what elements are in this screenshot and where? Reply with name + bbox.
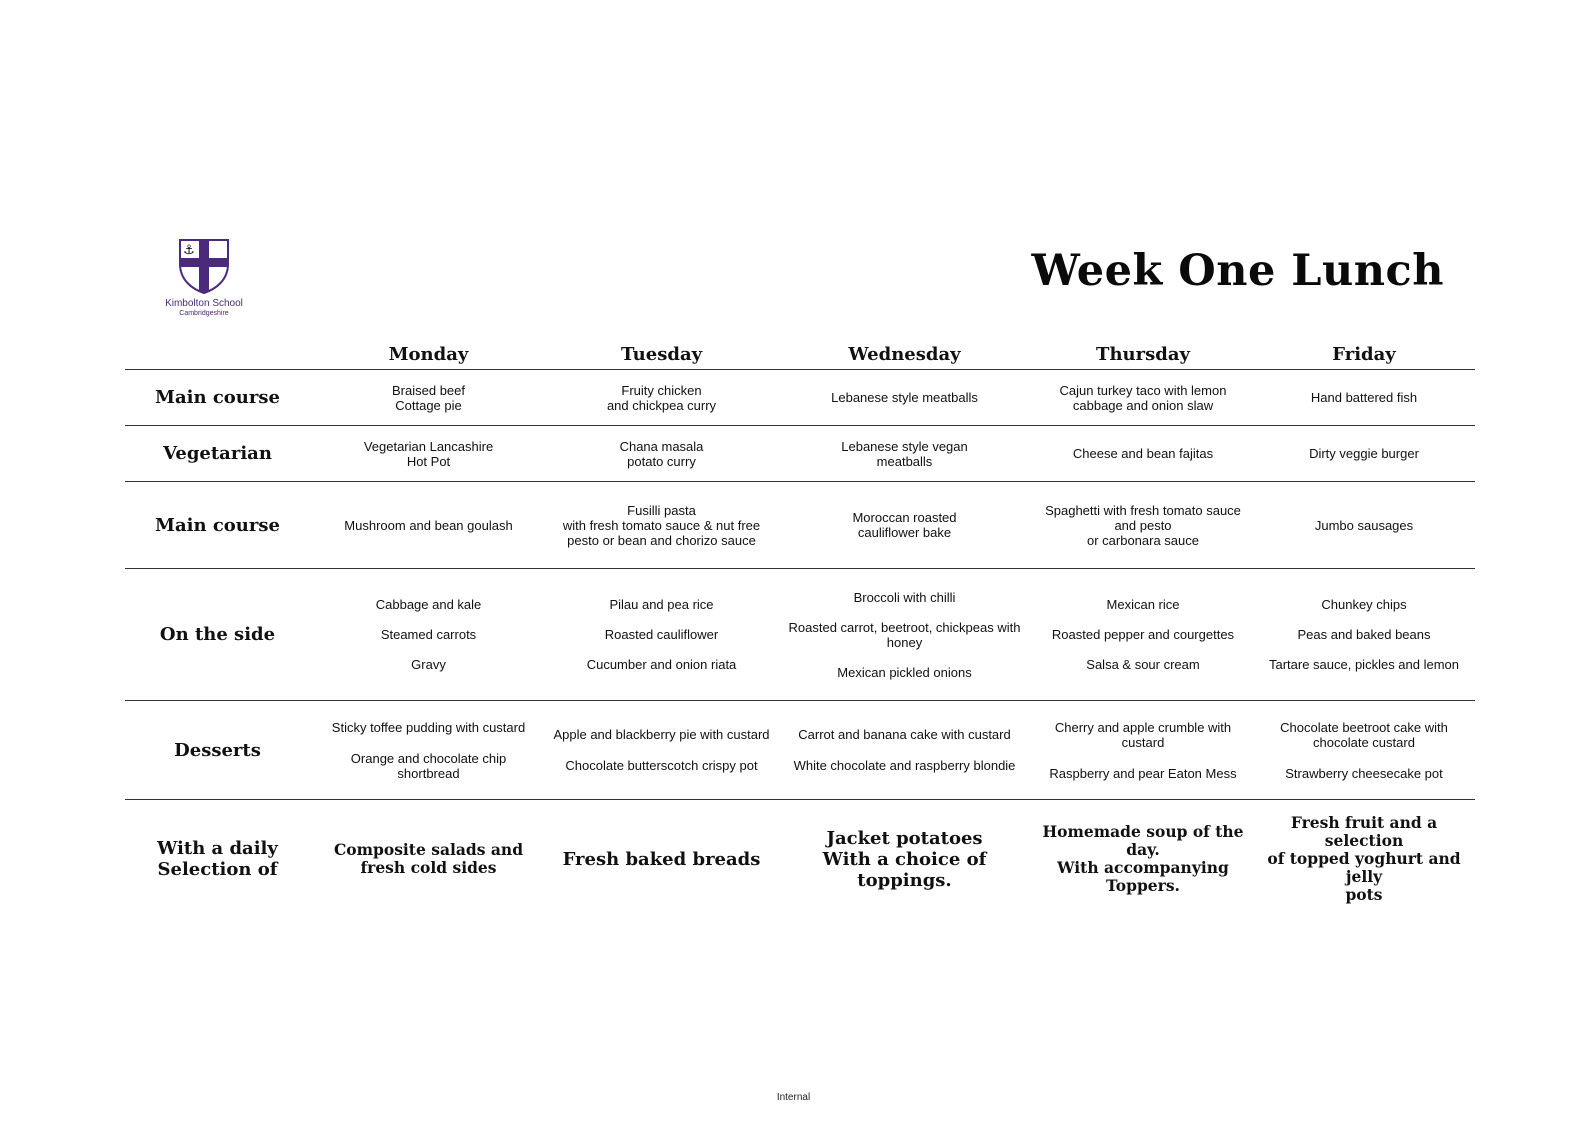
school-county: Cambridgeshire: [179, 310, 229, 317]
dish-item: Braised beef Cottage pie: [392, 382, 465, 413]
table-row: [125, 370, 1475, 426]
dish-item: Fruity chicken and chickpea curry: [606, 382, 717, 413]
dish-item: Chocolate beetroot cake with chocolate custard: [1280, 719, 1448, 750]
dish-item: Cabbage and kale: [375, 597, 482, 612]
dish-item: Carrot and banana cake with custard: [798, 727, 1011, 742]
menu-cell-friday: [1253, 390, 1475, 405]
dish-item: Dirty veggie burger: [1309, 446, 1419, 461]
dish-item: Peas and baked beans: [1297, 627, 1431, 642]
daily-cell-tuesday: Fresh baked breads: [562, 848, 761, 870]
row-label: Desserts: [174, 739, 261, 761]
menu-cell-friday: [1253, 597, 1475, 672]
day-header-tuesday: Tuesday: [620, 343, 703, 365]
dish-item: Chunkey chips: [1321, 597, 1407, 612]
daily-selection-row: [125, 800, 1475, 918]
row-label: Main course: [155, 387, 280, 408]
svg-text:⚓: ⚓: [183, 243, 195, 258]
row-label: Main course: [155, 514, 280, 536]
dish-item: Roasted pepper and courgettes: [1051, 627, 1235, 642]
dish-item: Raspberry and pear Eaton Mess: [1049, 765, 1237, 781]
menu-cell-wednesday: [776, 590, 1033, 680]
row-label: On the side: [159, 624, 276, 645]
dish-item: White chocolate and raspberry blondie: [793, 758, 1016, 773]
day-header-friday: Friday: [1332, 343, 1396, 365]
dish-item: Cucumber and onion riata: [586, 657, 737, 672]
school-crest-icon: [178, 238, 230, 294]
dish-item: Lebanese style vegan meatballs: [841, 438, 968, 469]
menu-cell-friday: [1253, 518, 1475, 533]
dish-item: Hand battered fish: [1310, 390, 1418, 405]
dish-item: Salsa & sour cream: [1086, 657, 1200, 672]
menu-cell-wednesday: [776, 727, 1033, 773]
menu-cell-thursday: [1033, 383, 1253, 413]
page-title: Week One Lunch: [1031, 246, 1444, 296]
dish-item: Broccoli with chilli: [853, 589, 956, 605]
menu-cell-friday: [1253, 720, 1475, 781]
table-row: [125, 569, 1475, 701]
dish-item: Pilau and pea rice: [609, 597, 714, 612]
menu-cell-thursday: [1033, 503, 1253, 548]
dish-item: Moroccan roasted cauliflower bake: [852, 510, 957, 540]
dish-item: Fusilli pasta with fresh tomato sauce & nut free pesto or bean and chorizo sauce: [562, 502, 761, 548]
dish-item: Lebanese style meatballs: [831, 390, 978, 405]
dish-item: Apple and blackberry pie with custard: [553, 727, 770, 742]
menu-cell-monday: [310, 720, 547, 781]
dish-item: Vegetarian Lancashire Hot Pot: [363, 438, 494, 469]
daily-cell-monday: Composite salads and fresh cold sides: [333, 840, 524, 877]
daily-cell-wednesday: Jacket potatoes With a choice of toppings.: [822, 827, 987, 891]
school-logo: [163, 238, 245, 318]
day-header-thursday: Thursday: [1096, 343, 1190, 365]
menu-cell-wednesday: [776, 510, 1033, 540]
menu-cell-tuesday: [547, 439, 776, 469]
dish-item: Strawberry cheesecake pot: [1285, 765, 1443, 781]
menu-cell-monday: [310, 518, 547, 533]
menu-cell-monday: [310, 597, 547, 672]
row-label: Vegetarian: [163, 443, 272, 464]
daily-cell-thursday: Homemade soup of the day. With accompanying Toppers.: [1042, 822, 1244, 895]
dish-item: Chana masala potato curry: [619, 438, 704, 469]
row-label: With a daily Selection of: [157, 838, 278, 880]
menu-table: [125, 330, 1475, 918]
menu-cell-thursday: [1033, 597, 1253, 672]
dish-item: Cajun turkey taco with lemon cabbage and onion slaw: [1059, 382, 1227, 413]
dish-item: Sticky toffee pudding with custard: [331, 719, 526, 735]
dish-item: Roasted carrot, beetroot, chickpeas with honey: [788, 619, 1021, 650]
menu-cell-monday: [310, 439, 547, 469]
dish-item: Jumbo sausages: [1314, 517, 1414, 533]
table-row: [125, 701, 1475, 800]
menu-cell-tuesday: [547, 383, 776, 413]
menu-cell-friday: [1253, 446, 1475, 461]
menu-cell-tuesday: [547, 503, 776, 548]
table-row: [125, 426, 1475, 482]
classification-label: Internal: [776, 1092, 811, 1103]
school-name: Kimbolton School: [165, 298, 243, 309]
dish-item: Gravy: [411, 657, 446, 672]
menu-cell-thursday: [1033, 720, 1253, 781]
table-row: [125, 482, 1475, 569]
dish-item: Cheese and bean fajitas: [1072, 446, 1214, 461]
dish-item: Mexican pickled onions: [837, 664, 972, 680]
dish-item: Spaghetti with fresh tomato sauce and pesto or carbonara sauce: [1045, 502, 1241, 548]
menu-cell-wednesday: [776, 439, 1033, 469]
dish-item: Tartare sauce, pickles and lemon: [1268, 657, 1460, 672]
menu-cell-monday: [310, 383, 547, 413]
day-header-monday: Monday: [388, 343, 469, 365]
daily-cell-friday: Fresh fruit and a selection of topped yoghurt and jelly pots: [1267, 813, 1461, 904]
dish-item: Mexican rice: [1106, 597, 1180, 612]
dish-item: Orange and chocolate chip shortbread: [350, 750, 507, 781]
menu-cell-thursday: [1033, 446, 1253, 461]
dish-item: Mushroom and bean goulash: [344, 517, 513, 533]
dish-item: Roasted cauliflower: [604, 627, 719, 642]
menu-cell-tuesday: [547, 597, 776, 672]
day-header-wednesday: Wednesday: [848, 343, 961, 365]
dish-item: Cherry and apple crumble with custard: [1054, 719, 1232, 750]
dish-item: Steamed carrots: [380, 627, 477, 642]
dish-item: Chocolate butterscotch crispy pot: [565, 758, 758, 773]
menu-cell-wednesday: [776, 390, 1033, 405]
menu-cell-tuesday: [547, 727, 776, 773]
header-row: [125, 330, 1475, 370]
